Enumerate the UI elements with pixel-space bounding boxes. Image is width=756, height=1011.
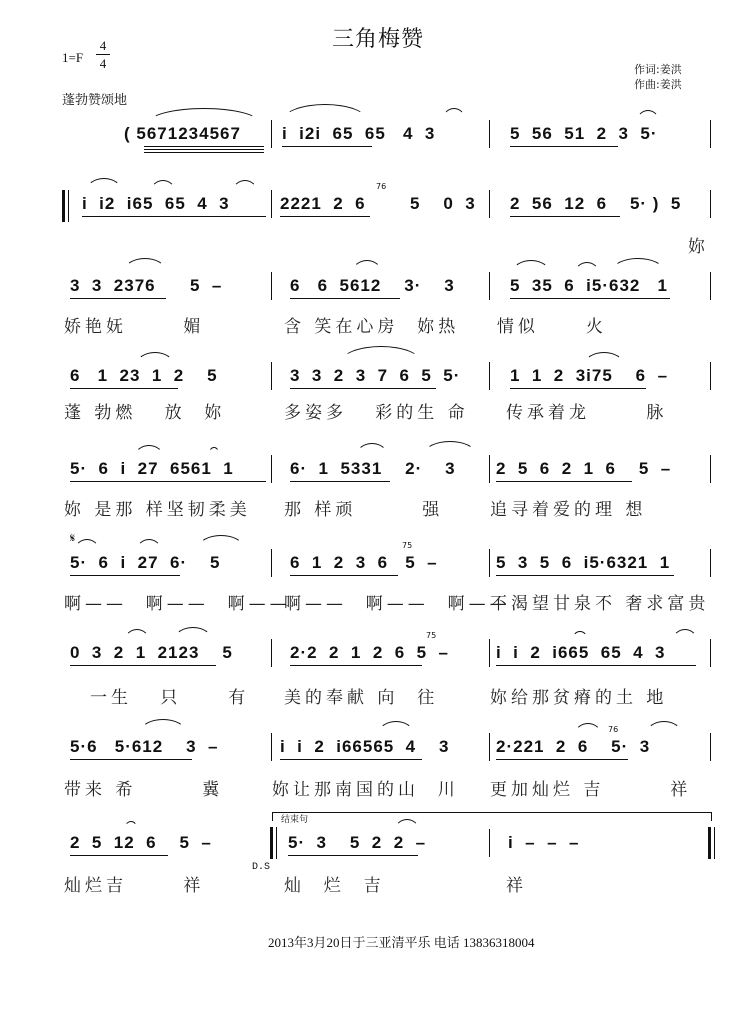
- beam: [510, 216, 620, 217]
- slur: [574, 262, 600, 275]
- beam: [70, 298, 166, 299]
- score-row-4: [0, 362, 756, 423]
- notes: 2 56 12 6 5· ) 5: [510, 194, 682, 213]
- beam: [70, 575, 180, 576]
- repeat-end: [270, 827, 277, 859]
- score-row-5: [0, 455, 756, 520]
- beam: [510, 388, 646, 389]
- score-row-8: [0, 725, 756, 800]
- bar-line: [710, 272, 711, 300]
- bar-line: [489, 829, 490, 857]
- notes: 2·2 2 1 2 6 5 –: [290, 643, 449, 662]
- lyrics: 不渴望甘泉不 奢求富贵: [490, 594, 710, 614]
- notes: 3 3 2376 5 –: [70, 276, 223, 295]
- slur: [378, 721, 414, 734]
- slur: [124, 258, 166, 271]
- slur: [74, 539, 100, 552]
- beam: [510, 146, 618, 147]
- lyrics: 祥: [506, 876, 527, 896]
- beam: [510, 298, 670, 299]
- slur: [612, 258, 664, 271]
- slur: [282, 104, 368, 121]
- notes: 6 1 2 3 6 5 –: [290, 553, 438, 572]
- beam: [144, 149, 264, 150]
- lyrics: 含 笑在心房 妳热 情似 火: [284, 317, 607, 337]
- lyrics: 美的奉献 向 往: [284, 688, 439, 708]
- lyrics: 啊—— 啊—— 啊——: [64, 594, 291, 614]
- beam: [496, 481, 632, 482]
- slur: [574, 723, 602, 736]
- bar-line: [710, 190, 711, 218]
- grace-note: 75: [426, 631, 437, 640]
- score-row-2: [0, 182, 756, 257]
- slur: [636, 110, 660, 123]
- bar-line: [710, 549, 711, 577]
- bar-line: [271, 272, 272, 300]
- slur: [340, 346, 422, 363]
- beam: [290, 388, 436, 389]
- notes: i i 2 i665 65 4 3: [496, 643, 666, 662]
- final-barline: [708, 827, 715, 859]
- notes: 6 1 23 1 2 5: [70, 366, 218, 385]
- time-top: 4: [99, 38, 107, 53]
- lyrics: 妳给那贫瘠的土 地: [490, 688, 668, 708]
- slur: [442, 108, 466, 121]
- notes: 5· 6 i 27 6· 5: [70, 553, 221, 572]
- bar-line: [489, 190, 490, 218]
- composer: 作曲:姜洪: [634, 78, 682, 91]
- bar-line: [489, 362, 490, 390]
- ending-bracket: [272, 812, 712, 825]
- beam: [280, 216, 370, 217]
- slur: [584, 352, 624, 365]
- bar-line: [271, 639, 272, 667]
- notes: 3 3 2 3 7 6 5 5·: [290, 366, 461, 385]
- slur: [232, 180, 258, 193]
- notes: ( 5671234567: [124, 124, 241, 143]
- slur: [124, 629, 150, 642]
- notes: 2221 2 6: [280, 194, 366, 213]
- grace-note: 76: [608, 725, 619, 734]
- slur: [208, 447, 220, 456]
- bar-line: [271, 733, 272, 761]
- notes: 5·6 5·612 3 –: [70, 737, 219, 756]
- slur: [150, 180, 176, 193]
- slur: [136, 539, 162, 552]
- lyrics: 灿烂吉 祥: [64, 876, 205, 896]
- bar-line: [710, 639, 711, 667]
- repeat-start: [62, 190, 69, 222]
- bar-line: [710, 455, 711, 483]
- notes: 0 3 2 1 2123 5: [70, 643, 233, 662]
- slur: [148, 108, 260, 123]
- slur: [140, 719, 186, 732]
- lyrics: 灿 烂 吉: [284, 876, 385, 896]
- slur: [356, 443, 388, 456]
- beam: [70, 665, 216, 666]
- bar-line: [489, 639, 490, 667]
- beam: [82, 216, 266, 217]
- slur: [174, 627, 212, 640]
- lyrics: 啊—— 啊—— 啊——: [284, 594, 511, 614]
- lyrics: 蓬 勃燃 放 妳: [64, 403, 226, 423]
- notes: 6· 1 5331 2· 3: [290, 459, 456, 478]
- bar-line: [489, 272, 490, 300]
- key-signature: 1=F: [62, 50, 84, 65]
- beam: [280, 759, 422, 760]
- song-title: 三角梅赞: [331, 27, 424, 52]
- beam: [288, 855, 418, 856]
- beam: [282, 146, 372, 147]
- notes: i i 2 i66565 4 3: [280, 737, 450, 756]
- beam: [290, 575, 398, 576]
- slur: [134, 445, 164, 458]
- notes: 1 1 2 3i75 6 –: [510, 366, 669, 385]
- lyrics: 传承着龙 脉: [506, 403, 668, 423]
- beam: [70, 388, 178, 389]
- tempo-mark: 蓬勃赞颂地: [62, 93, 128, 108]
- slur: [136, 352, 174, 365]
- notes: 5 35 6 i5·632 1: [510, 276, 668, 295]
- beam: [290, 298, 400, 299]
- bar-line: [710, 362, 711, 390]
- slur: [124, 821, 138, 830]
- slur: [198, 535, 244, 548]
- slur: [672, 629, 698, 642]
- segno-sign: 𝄋: [70, 531, 76, 545]
- slur: [352, 260, 382, 273]
- credits: [634, 62, 682, 92]
- lyrics: 带来 希 冀: [64, 780, 224, 800]
- notes: 5 0 3: [410, 194, 476, 213]
- grace-note: 76: [376, 182, 387, 191]
- notes: 2 5 6 2 1 6 5 –: [496, 459, 672, 478]
- slur: [572, 631, 588, 640]
- beam: [70, 855, 168, 856]
- bar-line: [710, 733, 711, 761]
- beam: [144, 146, 264, 147]
- lyrics: 那 样顽 强: [284, 500, 444, 520]
- beam: [496, 575, 674, 576]
- ending-label: 结束句: [281, 815, 309, 825]
- notes: i – – –: [508, 833, 580, 852]
- bar-line: [271, 120, 272, 148]
- notes: 5· 6 i 27 6561 1: [70, 459, 234, 478]
- score-row-3: [0, 272, 756, 337]
- score-row-7: [0, 631, 756, 708]
- beam: [70, 481, 266, 482]
- slur: [424, 441, 476, 454]
- lyrics: 妳: [688, 237, 709, 257]
- notes: 2 5 12 6 5 –: [70, 833, 212, 852]
- footer-note: 2013年3月20日于三亚清平乐 电话 13836318004: [268, 935, 535, 950]
- score-row-6: [0, 541, 756, 614]
- lyrics: 娇艳妩 媚: [64, 317, 205, 337]
- beam: [496, 665, 696, 666]
- score-row-1: [0, 120, 756, 150]
- lyrics: 多姿多 彩的生 命: [284, 403, 469, 423]
- beam: [144, 152, 264, 153]
- bar-line: [271, 549, 272, 577]
- beam: [496, 759, 628, 760]
- time-divider: [96, 54, 110, 55]
- notes: 6 6 5612 3· 3: [290, 276, 455, 295]
- grace-note: 75: [402, 541, 413, 550]
- slur: [646, 721, 682, 734]
- bar-line: [271, 190, 272, 218]
- notes: 5 56 51 2 3 5·: [510, 124, 658, 143]
- bar-line: [271, 362, 272, 390]
- notes: i i2 i65 65 4 3: [82, 194, 230, 213]
- notes: 5 3 5 6 i5·6321 1: [496, 553, 671, 572]
- lyrics: 妳 是那 样坚韧柔美: [64, 500, 251, 520]
- bar-line: [489, 549, 490, 577]
- beam: [290, 481, 390, 482]
- lyricist: 作词:姜洪: [634, 63, 682, 76]
- time-signature: [96, 38, 110, 71]
- bar-line: [489, 455, 490, 483]
- beam: [70, 759, 192, 760]
- slur: [512, 260, 550, 273]
- slur: [86, 178, 122, 191]
- dal-segno-mark: D.S: [252, 862, 271, 873]
- lyrics: 妳让那南国的山 川: [272, 780, 459, 800]
- bar-line: [489, 120, 490, 148]
- bar-line: [710, 120, 711, 148]
- notes: 5· 3 5 2 2 –: [288, 833, 427, 852]
- bar-line: [271, 455, 272, 483]
- notes: 2·221 2 6 5· 3: [496, 737, 651, 756]
- lyrics: 追寻着爱的理 想: [490, 500, 647, 520]
- notes: i i2i 65 65 4 3: [282, 124, 436, 143]
- lyrics: 一生 只 有: [90, 688, 250, 708]
- bar-line: [489, 733, 490, 761]
- lyrics: 更加灿烂 吉 祥: [490, 780, 692, 800]
- time-bottom: 4: [99, 56, 107, 71]
- beam: [290, 665, 422, 666]
